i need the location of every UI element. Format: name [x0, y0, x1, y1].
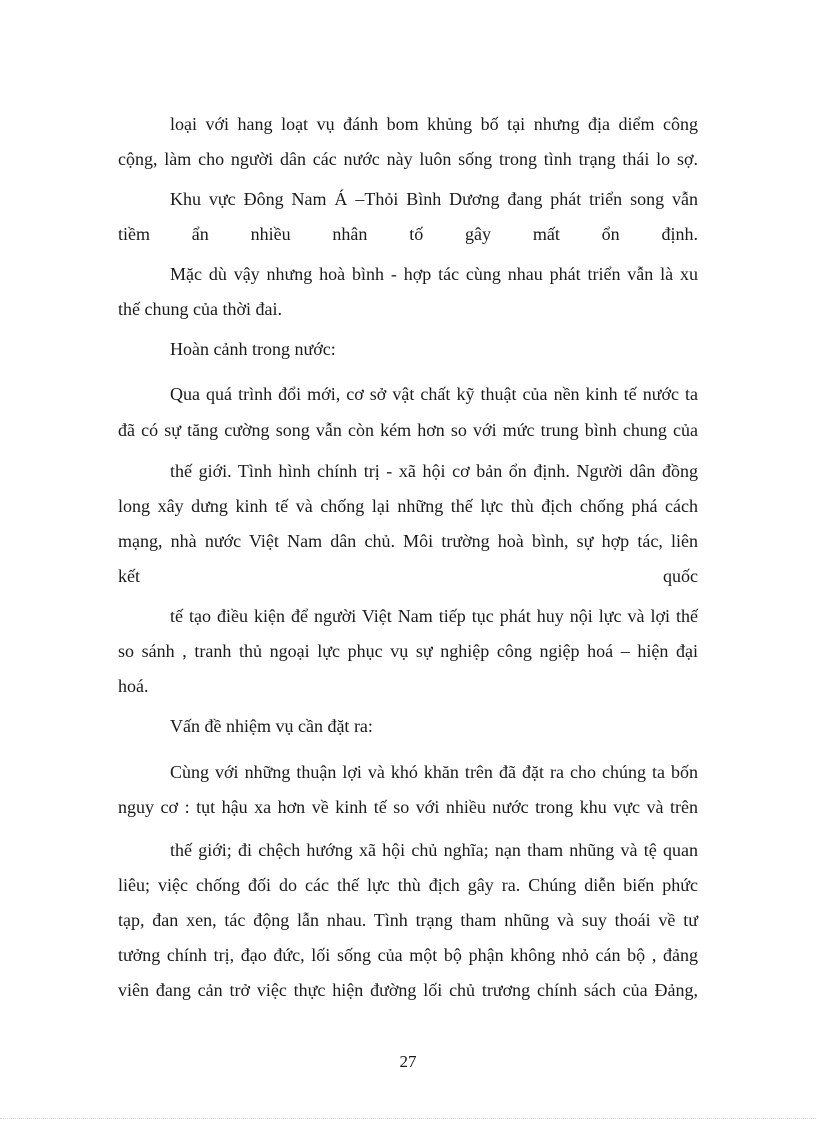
text-line: đã có sự tăng cường song vẫn còn kém hơn so với mức trung bình chung của	[118, 420, 698, 440]
text-line: viên đang cản trở việc thực hiện đường lối chủ trương chính sách của Đảng,	[118, 980, 698, 1000]
text-line: Mặc dù vậy nhưng hoà bình - hợp tác cùng nhau phát triển vẫn là xu	[170, 264, 698, 284]
text-line: Khu vực Đông Nam Á –Thỏi Bình Dương đang phát triển song vẫn	[170, 189, 698, 209]
text-line: tiềm ẩn nhiều nhân tố gây mất ổn định.	[118, 224, 698, 244]
page-number: 27	[399, 1052, 417, 1071]
section-heading: Hoàn cảnh trong nước:	[170, 339, 336, 359]
text-line: long xây dưng kinh tế và chống lại những thế lực thù địch chống phá cách	[118, 496, 698, 516]
text-line: hoá.	[118, 676, 149, 696]
section-heading: Vấn đề nhiệm vụ cần đặt ra:	[170, 716, 373, 736]
text-line: thế giới. Tình hình chính trị - xã hội cơ bản ổn định. Người dân đồng	[170, 461, 698, 481]
page-bottom-divider	[0, 1118, 816, 1119]
text-line: nguy cơ : tụt hậu xa hơn về kinh tế so với nhiều nước trong khu vực và trên	[118, 797, 698, 817]
text-line: mạng, nhà nước Việt Nam dân chủ. Môi trường hoà bình, sự hợp tác, liên	[118, 531, 698, 551]
text-line: tế tạo điều kiện để người Việt Nam tiếp tục phát huy nội lực và lợi thế	[170, 606, 698, 626]
text-line: thế chung của thời đai.	[118, 299, 282, 319]
text-line: liêu; việc chống đối do các thế lực thù địch gây ra. Chúng diễn biến phức	[118, 875, 698, 895]
text-line: cộng, làm cho người dân các nước này luôn sống trong tình trạng thái lo sợ.	[118, 149, 698, 169]
text-line: Qua quá trình đổi mới, cơ sở vật chất kỹ thuật của nền kinh tế nước ta	[170, 384, 698, 404]
text-line: tạp, đan xen, tác động lẫn nhau. Tình trạng tham nhũng và suy thoái về tư	[118, 910, 698, 930]
text-line: Cùng với những thuận lợi và khó khăn trên đã đặt ra cho chúng ta bốn	[170, 762, 698, 782]
text-line: kết quốc	[118, 566, 698, 586]
text-line: loại với hang loạt vụ đánh bom khủng bố tại nhưng địa diểm công	[170, 114, 698, 134]
text-line: thế giới; đi chệch hướng xã hội chủ nghĩa; nạn tham nhũng và tệ quan	[170, 840, 698, 860]
text-line: tưởng chính trị, đạo đức, lối sống của một bộ phận không nhỏ cán bộ , đảng	[118, 945, 698, 965]
text-line: so sánh , tranh thủ ngoại lực phục vụ sự nghiệp công ngiệp hoá – hiện đại	[118, 641, 698, 661]
